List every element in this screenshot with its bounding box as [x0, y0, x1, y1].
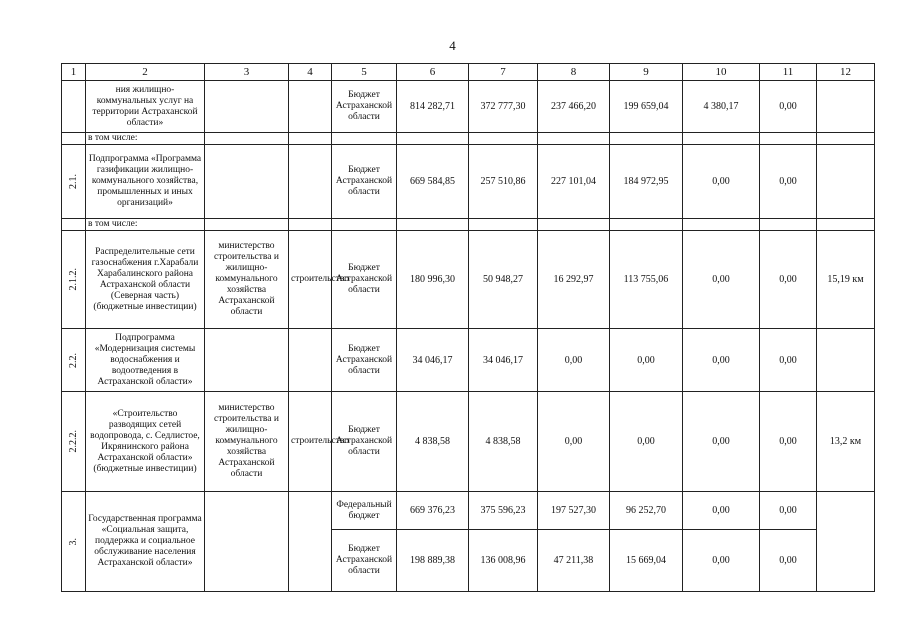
table-row — [62, 81, 875, 133]
value-cell: 4 380,17 — [683, 81, 760, 133]
value-cell: 4 838,58 — [397, 392, 469, 492]
value-cell: 0,00 — [683, 530, 760, 592]
note-text: в том числе: — [86, 219, 205, 231]
value-cell: 0,00 — [760, 492, 817, 530]
program-name: Распределительные сети газоснабжения г.Харабали Харабалинского района Астраханской области (Северная часть) (бюджетные инвестиции) — [86, 231, 205, 329]
column-header: 6 — [397, 64, 469, 81]
funding-source: Бюджет Астраханской области — [332, 231, 397, 329]
value-cell: 0,00 — [683, 145, 760, 219]
funding-source: Бюджет Астраханской области — [332, 329, 397, 392]
value-cell: 814 282,71 — [397, 81, 469, 133]
value-cell: 0,00 — [610, 392, 683, 492]
value-cell: 34 046,17 — [469, 329, 538, 392]
value-cell: 0,00 — [683, 492, 760, 530]
value-cell: 197 527,30 — [538, 492, 610, 530]
column-header: 5 — [332, 64, 397, 81]
funding-source: Бюджет Астраханской области — [332, 392, 397, 492]
executor-cell: министерство строительства и жилищно-коммунального хозяйства Астраханской области — [205, 392, 289, 492]
value-cell: 375 596,23 — [469, 492, 538, 530]
row-number — [62, 219, 86, 231]
value-cell: 13,2 км — [817, 392, 875, 492]
column-header: 12 — [817, 64, 875, 81]
row-number: 2.2. — [62, 329, 86, 392]
value-cell: 227 101,04 — [538, 145, 610, 219]
kind-cell: строительство — [289, 231, 332, 329]
value-cell: 0,00 — [760, 329, 817, 392]
executor-cell — [205, 81, 289, 133]
value-cell: 47 211,38 — [538, 530, 610, 592]
table-row — [62, 492, 875, 530]
row-number: 2.2.2. — [62, 392, 86, 492]
value-cell: 198 889,38 — [397, 530, 469, 592]
value-cell: 0,00 — [610, 329, 683, 392]
column-header: 3 — [205, 64, 289, 81]
column-header: 8 — [538, 64, 610, 81]
value-cell: 15 669,04 — [610, 530, 683, 592]
row-number: 2.1. — [62, 145, 86, 219]
value-cell: 15,19 км — [817, 231, 875, 329]
column-header: 4 — [289, 64, 332, 81]
column-header: 11 — [760, 64, 817, 81]
value-cell: 4 838,58 — [469, 392, 538, 492]
header-row — [62, 64, 875, 81]
value-cell: 34 046,17 — [397, 329, 469, 392]
value-cell: 199 659,04 — [610, 81, 683, 133]
executor-cell — [205, 145, 289, 219]
value-cell: 136 008,96 — [469, 530, 538, 592]
value-cell: 113 755,06 — [610, 231, 683, 329]
funding-source: Бюджет Астраханской области — [332, 81, 397, 133]
value-cell: 50 948,27 — [469, 231, 538, 329]
column-header: 9 — [610, 64, 683, 81]
funding-source: Федеральный бюджет — [332, 492, 397, 530]
page-number: 4 — [449, 38, 456, 53]
program-name: Подпрограмма «Модернизация системы водоснабжения и водоотведения в Астраханской области» — [86, 329, 205, 392]
value-cell — [817, 492, 875, 592]
funding-source: Бюджет Астраханской области — [332, 145, 397, 219]
value-cell: 0,00 — [760, 81, 817, 133]
executor-cell — [205, 492, 289, 592]
table-row — [62, 231, 875, 329]
row-number: 2.1.2. — [62, 231, 86, 329]
kind-cell — [289, 145, 332, 219]
column-header: 1 — [62, 64, 86, 81]
value-cell: 0,00 — [760, 530, 817, 592]
value-cell: 0,00 — [760, 145, 817, 219]
table-row — [62, 145, 875, 219]
kind-cell — [289, 81, 332, 133]
table-row — [62, 133, 875, 145]
value-cell: 0,00 — [683, 329, 760, 392]
budget-table — [61, 63, 875, 592]
table-row — [62, 219, 875, 231]
value-cell: 669 584,85 — [397, 145, 469, 219]
note-text: в том числе: — [86, 133, 205, 145]
table-row — [62, 392, 875, 492]
value-cell: 257 510,86 — [469, 145, 538, 219]
value-cell: 0,00 — [760, 392, 817, 492]
value-cell: 372 777,30 — [469, 81, 538, 133]
executor-cell — [205, 329, 289, 392]
program-name: Государственная программа «Социальная защита, поддержка и социальное обслуживание населения Астраханской области» — [86, 492, 205, 592]
table-row — [62, 329, 875, 392]
value-cell: 0,00 — [760, 231, 817, 329]
value-cell: 669 376,23 — [397, 492, 469, 530]
row-number — [62, 81, 86, 133]
value-cell: 184 972,95 — [610, 145, 683, 219]
column-header: 7 — [469, 64, 538, 81]
kind-cell: строительство — [289, 392, 332, 492]
value-cell — [817, 145, 875, 219]
executor-cell: министерство строительства и жилищно-коммунального хозяйства Астраханской области — [205, 231, 289, 329]
value-cell: 0,00 — [683, 392, 760, 492]
column-header: 2 — [86, 64, 205, 81]
value-cell: 0,00 — [683, 231, 760, 329]
kind-cell — [289, 492, 332, 592]
program-name: «Строительство разводящих сетей водопровода, с. Седлистое, Икрянинского района Астраханской области» (бюджетные инвестиции) — [86, 392, 205, 492]
column-header: 10 — [683, 64, 760, 81]
row-number: 3. — [62, 492, 86, 592]
value-cell: 180 996,30 — [397, 231, 469, 329]
kind-cell — [289, 329, 332, 392]
funding-source: Бюджет Астраханской области — [332, 530, 397, 592]
row-number — [62, 133, 86, 145]
value-cell: 16 292,97 — [538, 231, 610, 329]
value-cell: 237 466,20 — [538, 81, 610, 133]
program-name: ния жилищно-коммунальных услуг на территории Астраханской области» — [86, 81, 205, 133]
value-cell: 0,00 — [538, 329, 610, 392]
program-name: Подпрограмма «Программа газификации жилищно-коммунального хозяйства, промышленных и иных организаций» — [86, 145, 205, 219]
value-cell: 0,00 — [538, 392, 610, 492]
value-cell: 96 252,70 — [610, 492, 683, 530]
value-cell — [817, 329, 875, 392]
value-cell — [817, 81, 875, 133]
